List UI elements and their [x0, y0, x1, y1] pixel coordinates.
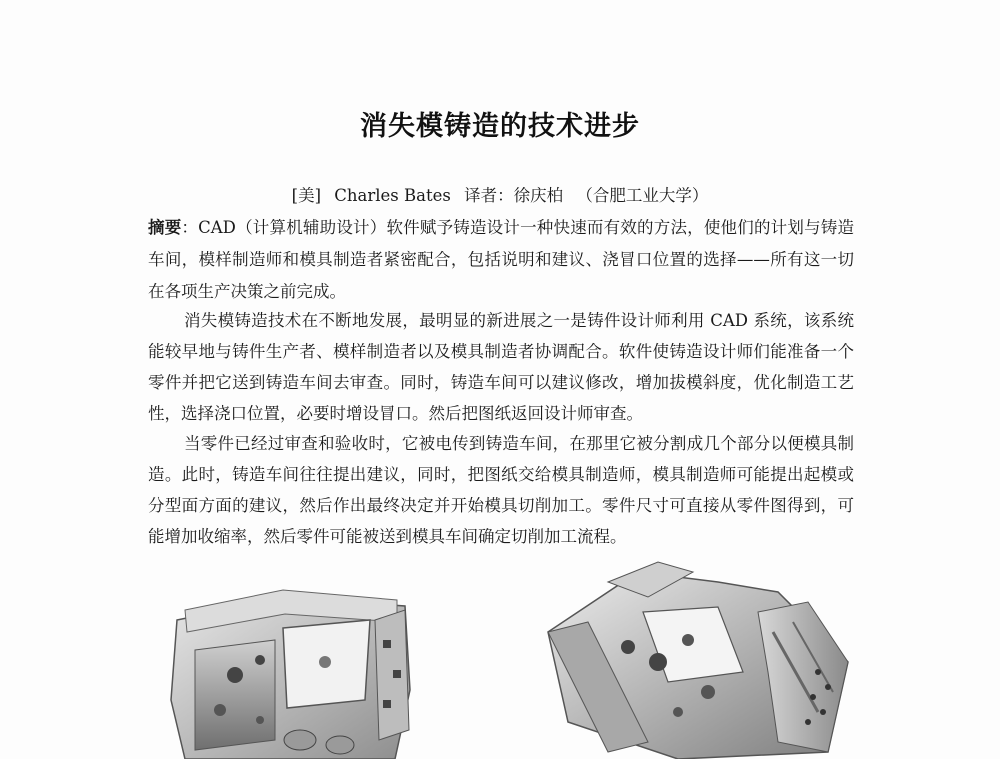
casting-part-right-image: [528, 552, 858, 759]
casting-photo-left: [165, 580, 415, 759]
translator-name: 徐庆柏: [513, 186, 564, 205]
abstract-label: 摘要: [148, 218, 182, 237]
casting-photo-right: [528, 552, 858, 759]
abstract: [148, 212, 854, 308]
article-title: 消失模铸造的技术进步: [360, 111, 640, 142]
abstract-text: ：CAD（计算机辅助设计）软件赋予铸造设计一种快速而有效的方法，使他们的计划与铸造车间，模样制造师和模具制造者紧密配合，包括说明和建议、浇冒口位置的选择——所有这一切在各项生产决策之前完成。: [148, 218, 854, 301]
body-paragraph-1: 消失模铸造技术在不断地发展，最明显的新进展之一是铸件设计师利用 CAD 系统，该系统能较早地与铸件生产者、模样制造者以及模具制造者协调配合。软件使铸造设计师们能准备一个零件并把它送到铸造车间去审查。同时，铸造车间可以建议修改，增加拔模斜度，优化制造工艺性，选择浇口位置，必要时增设冒口。然后把图纸返回设计师审查。: [148, 311, 854, 423]
author-country: [美]: [291, 186, 322, 205]
translator-label: 译者：: [464, 186, 514, 205]
byline: [0, 182, 1000, 206]
body-paragraph-2: 当零件已经过审查和验收时，它被电传到铸造车间，在那里它被分割成几个部分以便模具制造。此时，铸造车间往往提出建议，同时，把图纸交给模具制造师，模具制造师可能提出起模或分型面方面的建议，然后作出最终决定并开始模具切削加工。零件尺寸可直接从零件图得到，可能增加收缩率，然后零件可能被送到模具车间确定切削加工流程。: [148, 434, 854, 546]
author-name: Charles Bates: [334, 186, 451, 205]
casting-part-left-image: [165, 580, 415, 759]
translator-affiliation: （合肥工业大学）: [576, 186, 709, 205]
